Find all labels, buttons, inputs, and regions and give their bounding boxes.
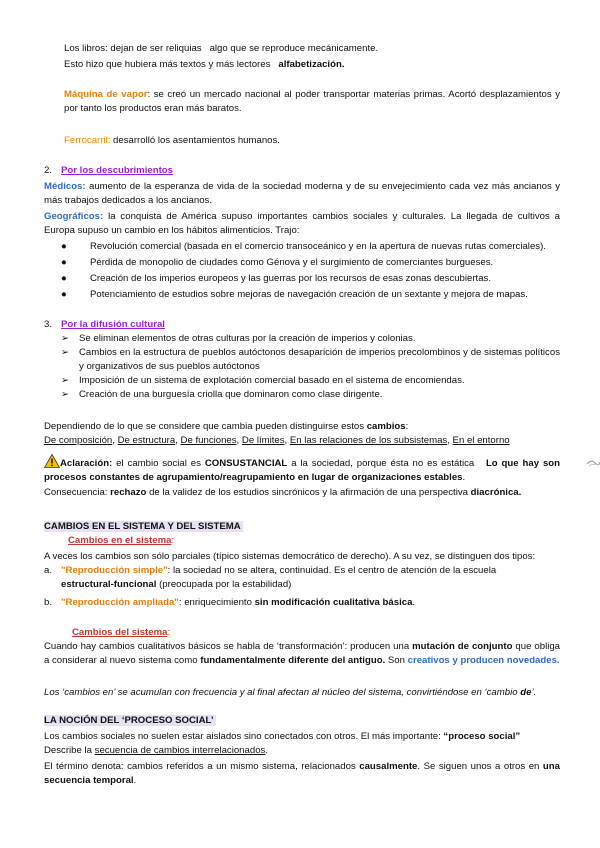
list-item: ➢ Se eliminan elementos de otras culturas por la creación de imperios y colonias. [61, 333, 416, 344]
list-item: ● Pérdida de monopolio de ciudades como Génova y el surgimiento de comerciantes burgueses. [61, 257, 494, 268]
consecuencia-line: Consecuencia: rechazo de la validez de los estudios sincrónicos y la afirmación de una perspectiva diacrónica. [44, 487, 522, 498]
cambios-types: De composición, De estructura, De funciones, De límites, En las relaciones de los subsistemas, En el entorno [44, 435, 510, 446]
arrow-bullet-icon: ➢ [61, 333, 70, 344]
section2-heading: 2. Por los descubrimientos [44, 165, 173, 176]
aclaracion-paragraph: Aclaración: el cambio social es CONSUSTANCIAL a la sociedad, porque ésta no es estática Lo que hay son procesos constantes de agrupamiento/reagrupamiento en lugar de organizaciones estables. [44, 454, 560, 485]
arrow-bullet-icon: ➢ [61, 389, 70, 400]
reproduccion-simple-item: a. "Reproducción simple": la sociedad no se altera, continuidad. Es el centro de atención de la escuela estructural-funcional (preocupada por la estabilidad) [44, 565, 497, 590]
proceso-heading: LA NOCIÓN DEL ‘PROCESO SOCIAL’ [44, 715, 214, 726]
cambio-type: De composición [44, 435, 113, 446]
list-item: ● Revolución comercial (basada en el comercio transoceánico y en la apertura de nuevas rutas comerciales). [61, 241, 546, 252]
bullet-icon: ● [61, 241, 67, 252]
cambios-lead: Dependiendo de lo que se considere que cambia pueden distinguirse estos cambios: [44, 421, 409, 432]
proceso-paragraph-3: El término denota: cambios referidos a un mismo sistema, relacionados causalmente. Se siguen unos a otros en una secuencia temporal. [44, 761, 560, 786]
cambio-type: De límites [241, 435, 285, 446]
cambios-del-paragraph: Cuando hay cambios cualitativos básicos se habla de ‘transformación’: producen una mutación de conjunto que obliga a considerar al nuevo sistema como fundamentalmente diferente del antiguo. Son creativos y producen novedades. [44, 641, 561, 666]
section3-arrow-list [44, 332, 560, 402]
warning-icon [44, 454, 60, 468]
proceso-line-1: Los cambios sociales no suelen estar aislados sino conectados con otros. El más importante: “proceso social” [44, 731, 521, 742]
textos-line: Esto hizo que hubiera más textos y más lectores alfabetización. [64, 59, 345, 70]
cambios-en-text: A veces los cambios son sólo parciales (típico sistemas democrático de derecho). A su vez, se distinguen dos tipos: [44, 551, 536, 562]
section3-heading: 3. Por la difusión cultural [44, 319, 165, 330]
cambios-en-title: Cambios en el sistema: [68, 535, 175, 546]
reproduccion-ampliada-item: b. "Reproducción ampliada": enriquecimiento sin modificación cualitativa básica. [44, 597, 416, 608]
geograficos-paragraph: Geográficos: la conquista de América supuso importantes cambios sociales y culturales. La llegada de cultivos a Europa supuso un cambio en los hábitos alimenticios. Trajo: [44, 211, 560, 236]
section2-bullet-list [44, 240, 560, 302]
scan-mark-icon [586, 458, 600, 468]
cambio-type: En las relaciones de los subsistemas [289, 435, 448, 446]
libros-line: Los libros: dejan de ser reliquias algo que se reproduce mecánicamente. [64, 43, 379, 54]
medicos-paragraph: Médicos: aumento de la esperanza de vida de la sociedad moderna y de su envejecimiento cada vez más ancianos y más trabajos dedicados a los ancianos. [44, 181, 560, 206]
list-item: ➢ Imposición de un sistema de explotación comercial basado en el sistema de encomiendas. [61, 375, 465, 386]
bullet-icon: ● [61, 289, 67, 300]
ferrocarril-line: Ferrocarril: desarrolló los asentamientos humanos. [64, 135, 280, 146]
arrow-bullet-icon: ➢ [61, 347, 70, 358]
list-item: ● Potenciamiento de estudios sobre mejoras de navegación creación de un sextante y mejora de mapas. [61, 289, 528, 300]
cambios-italic-note: Los ‘cambios en’ se acumulan con frecuencia y al final afectan al núcleo del sistema, convirtiéndose en ‘cambio de’. [44, 687, 537, 698]
cambio-type: De funciones [180, 435, 237, 446]
bullet-icon: ● [61, 273, 67, 284]
proceso-line-2: Describe la secuencia de cambios interrelacionados. [44, 745, 268, 756]
cambios-del-title: Cambios del sistema: [72, 627, 171, 638]
maquina-paragraph: Máquina de vapor: se creó un mercado nacional al poder transportar materias primas. Acortó desplazamientos y por tanto los productos eran más baratos. [64, 89, 561, 114]
cambio-type: En el entorno [452, 435, 510, 446]
list-item: ● Creación de los imperios europeos y las guerras por los recursos de esas zonas descubiertas. [61, 273, 492, 284]
cambio-type: De estructura [117, 435, 176, 446]
bullet-icon: ● [61, 257, 67, 268]
list-item: ➢ Cambios en la estructura de pueblos autóctonos desaparición de imperios precolombinos y de sistemas políticos y organizativos de sus pueblos autóctonos [61, 347, 560, 372]
sistema-heading: CAMBIOS EN EL SISTEMA Y DEL SISTEMA [44, 521, 241, 532]
arrow-bullet-icon: ➢ [61, 375, 70, 386]
list-item: ➢ Creación de una burguesía criolla que dominaron como clase dirigente. [61, 389, 383, 400]
